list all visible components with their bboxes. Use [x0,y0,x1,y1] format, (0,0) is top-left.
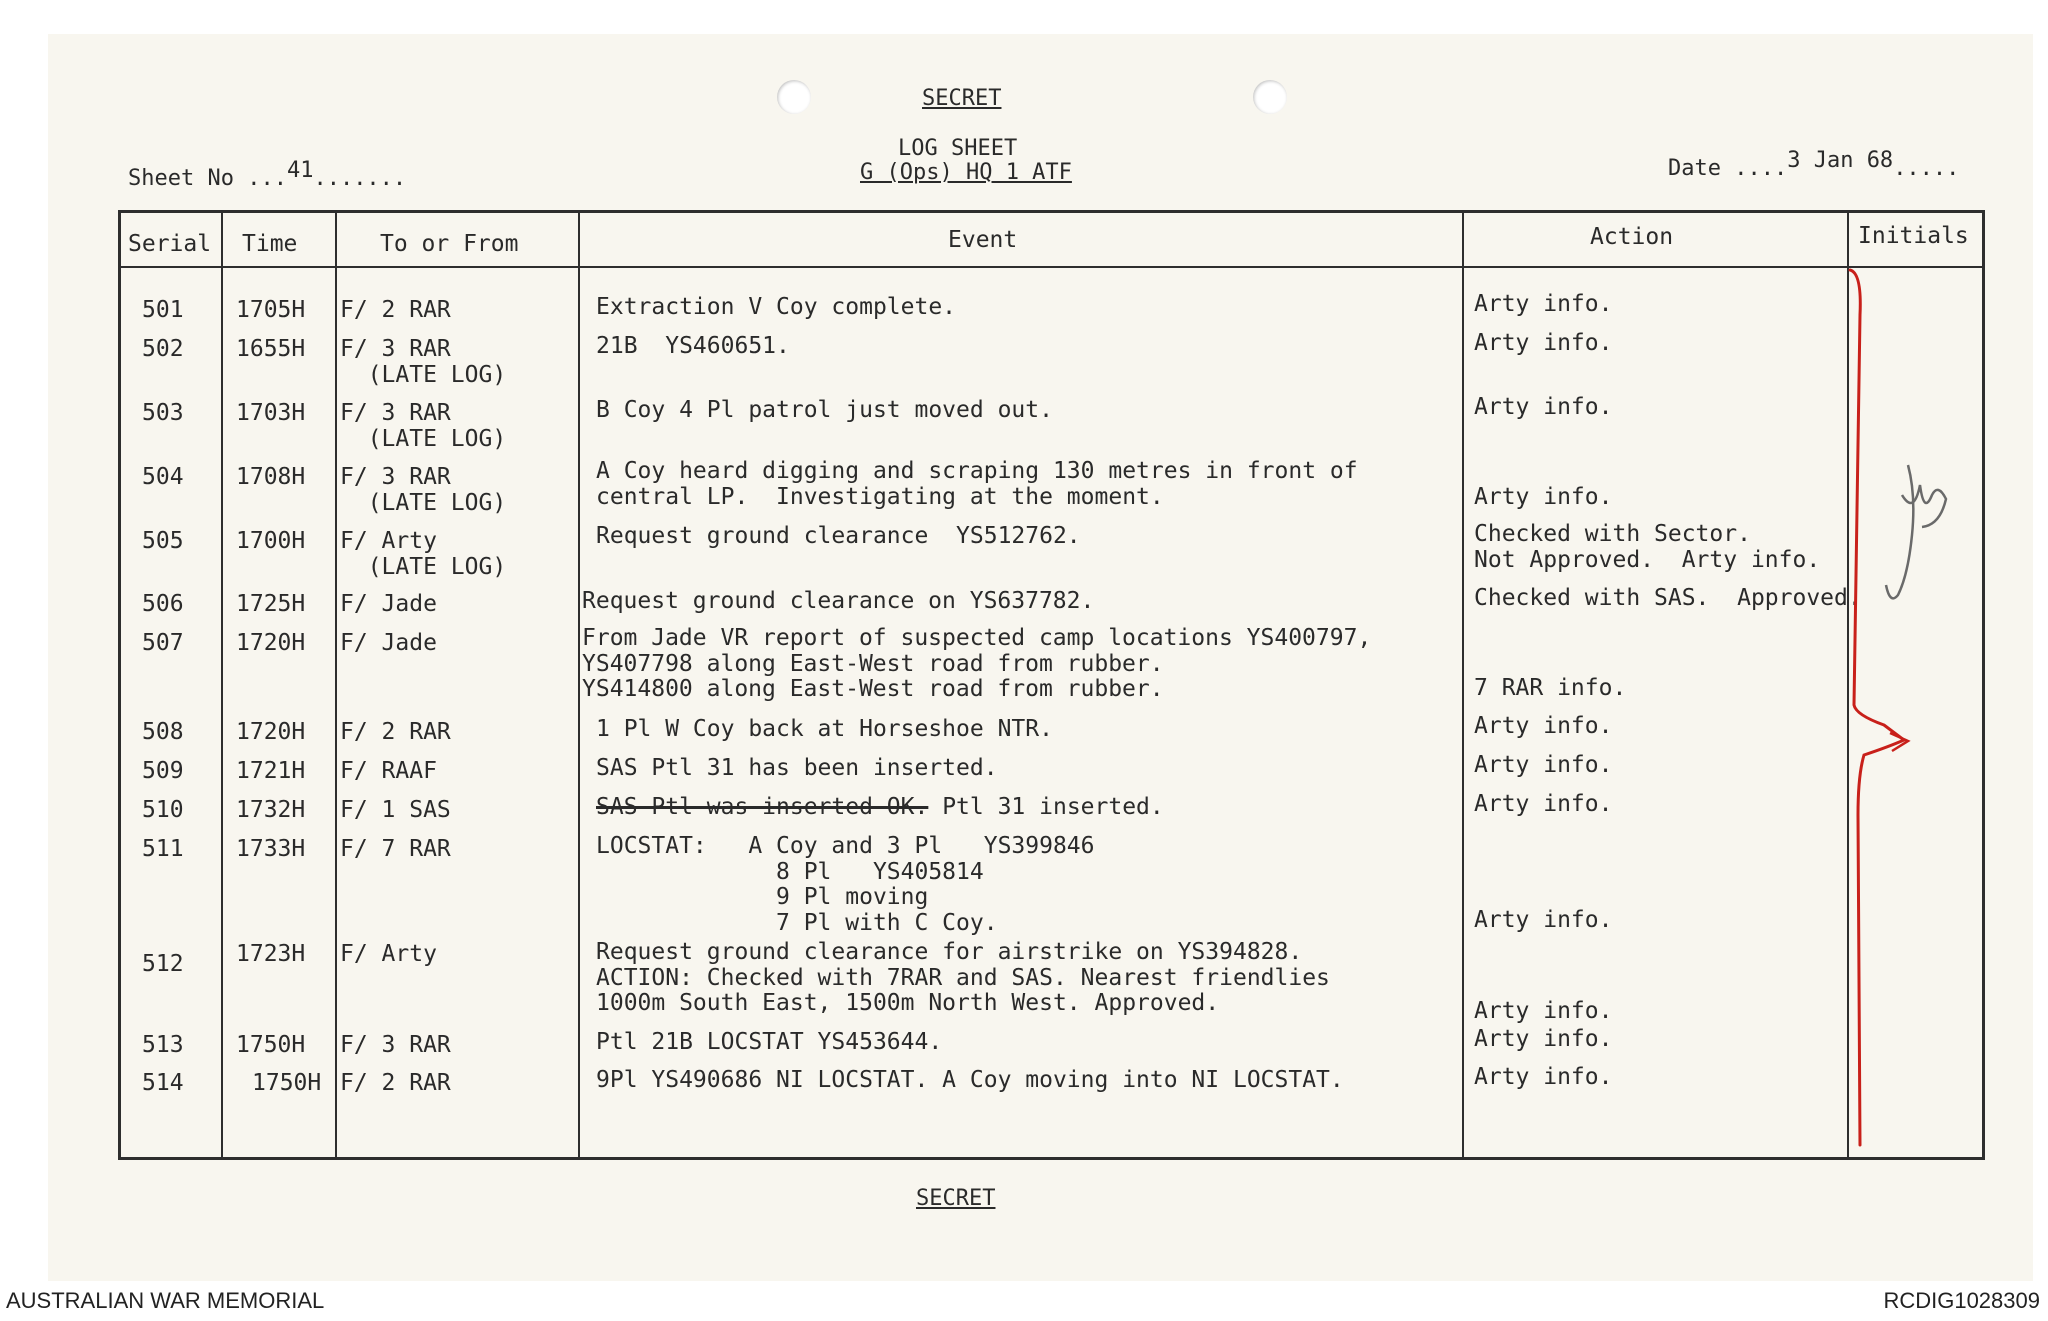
row-to-from: F/ Jade [340,591,437,617]
classification-top: SECRET [922,86,1002,111]
row-event: Extraction V Coy complete. [596,294,957,320]
row-to-from: F/ 3 RAR [340,1032,451,1058]
row-action: Arty info. [1474,1026,1613,1052]
row-time: 1655H [236,336,306,362]
row-to-from: F/ 7 RAR [340,836,451,862]
row-serial: 504 [142,464,184,490]
sheet-number-label: Sheet No ...41....... [128,158,407,191]
row-action: Arty info. [1474,330,1613,356]
initials-bracket [1830,255,1970,1155]
row-serial: 513 [142,1032,184,1058]
row-time: 1733H [236,836,306,862]
row-to-from: F/ RAAF [340,758,437,784]
row-serial: 508 [142,719,184,745]
row-action: Checked with SAS. Approved. [1474,585,1862,611]
row-serial: 511 [142,836,184,862]
column-header-time: Time [242,231,298,257]
punch-hole-left [777,80,811,114]
row-to-from: F/ 2 RAR [340,1070,451,1096]
row-event: 1 Pl W Coy back at Horseshoe NTR. [596,716,1053,742]
row-serial: 507 [142,630,184,656]
row-event: 21B YS460651. [596,333,790,359]
row-to-from: F/ 2 RAR [340,719,451,745]
punch-hole-right [1253,80,1287,114]
classification-bottom: SECRET [916,1186,996,1211]
row-action: Arty info. [1474,1064,1613,1090]
row-time: 1700H [236,528,306,554]
column-header-event: Event [948,227,1018,253]
column-header-action: Action [1590,224,1674,250]
row-serial: 501 [142,297,184,323]
row-serial: 506 [142,591,184,617]
log-sheet-unit: G (Ops) HQ 1 ATF [860,160,1072,185]
row-event: Request ground clearance for airstrike on YS394828. ACTION: Checked with 7RAR and SAS. Nearest friendlies 1000m South East, 1500m North West. Approved. [596,939,1330,1016]
row-action: Arty info. [1474,713,1613,739]
row-action: Arty info. [1474,291,1613,317]
row-time: 1732H [236,797,306,823]
footer-source: AUSTRALIAN WAR MEMORIAL [6,1288,325,1313]
row-to-from: F/ 3 RAR (LATE LOG) [340,400,507,452]
row-time: 1720H [236,630,306,656]
row-action: Arty info. [1474,752,1613,778]
row-serial: 514 [142,1070,184,1096]
row-to-from: F/ Arty (LATE LOG) [340,528,507,580]
row-event: SAS Ptl 31 has been inserted. [596,755,998,781]
row-time: 1720H [236,719,306,745]
row-action: Arty info. [1474,906,1613,933]
row-event: A Coy heard digging and scraping 130 metres in front of central LP. Investigating at the moment. [596,458,1358,510]
row-time: 1705H [236,297,306,323]
row-serial: 512 [142,951,184,977]
row-action: Arty info. [1474,483,1613,510]
row-time: 1721H [236,758,306,784]
row-time: 1703H [236,400,306,426]
row-event: SAS Ptl was inserted OK. Ptl 31 inserted. [596,794,1164,820]
column-header-serial: Serial [128,231,212,257]
row-event: From Jade VR report of suspected camp locations YS400797, YS407798 along East-West road from rubber. YS414800 along East-West road from rubber. [582,625,1372,702]
row-to-from: F/ 2 RAR [340,297,451,323]
handwritten-initials [1880,455,1960,615]
row-action: Arty info. [1474,998,1613,1024]
row-to-from: F/ Jade [340,630,437,656]
row-to-from: F/ 3 RAR (LATE LOG) [340,336,507,388]
row-time: 1725H [236,591,306,617]
struck-out-text: SAS Ptl was inserted OK. [596,794,929,820]
column-header-to-from: To or From [380,231,519,257]
row-action: Arty info. [1474,791,1613,817]
row-event: Ptl 21B LOCSTAT YS453644. [596,1029,943,1055]
row-serial: 503 [142,400,184,426]
row-time: 1723H [236,941,306,967]
row-action: Arty info. [1474,394,1613,420]
sheet-number-value: 41 [286,158,314,183]
row-event: B Coy 4 Pl patrol just moved out. [596,397,1053,423]
row-event: 9Pl YS490686 NI LOCSTAT. A Coy moving into NI LOCSTAT. [596,1067,1344,1093]
row-to-from: F/ 3 RAR (LATE LOG) [340,464,507,516]
date-value: 3 Jan 68 [1787,148,1894,173]
row-event: Request ground clearance on YS637782. [582,588,1095,614]
row-event: LOCSTAT: A Coy and 3 Pl YS399846 8 Pl YS405814 9 Pl moving 7 Pl with C Coy. [596,833,1095,936]
row-to-from: F/ 1 SAS [340,797,451,823]
column-header-initials: Initials [1858,223,1969,249]
row-action: 7 RAR info. [1474,675,1627,701]
row-serial: 510 [142,797,184,823]
row-time: 1750H [236,1032,306,1058]
footer-reference: RCDIG1028309 [1883,1288,2040,1313]
row-time: 1708H [236,464,306,490]
row-event: Request ground clearance YS512762. [596,523,1081,549]
date-label: Date ....3 Jan 68..... [1668,148,1960,181]
log-sheet-title: LOG SHEET [898,136,1018,161]
row-serial: 509 [142,758,184,784]
row-time: 1750H [252,1070,322,1096]
row-to-from: F/ Arty [340,941,437,967]
row-serial: 505 [142,528,184,554]
row-action: Checked with Sector. Not Approved. Arty info. [1474,521,1821,573]
row-serial: 502 [142,336,184,362]
